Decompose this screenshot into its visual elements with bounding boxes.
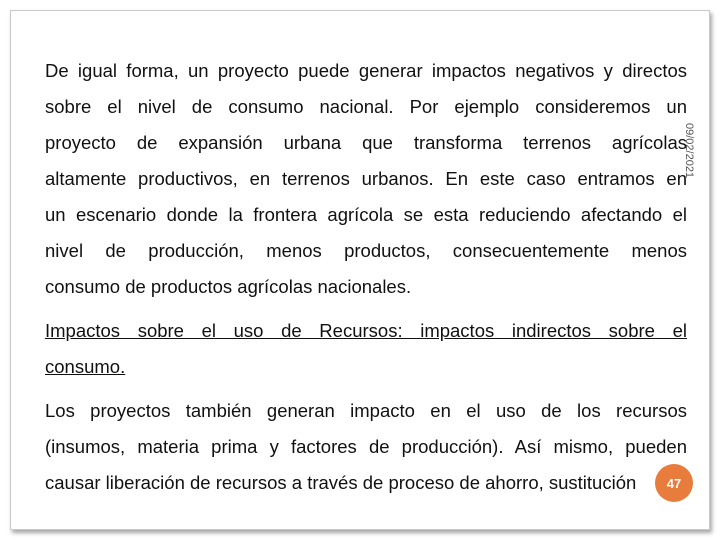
page-number-badge: 47 [655,464,693,502]
paragraph-1 [45,53,687,305]
slide-content [45,53,687,501]
paragraph-line: un escenario donde la frontera agrícola se esta reduciendo afectando el [45,204,687,225]
paragraph-line: nivel de producción, menos productos, consecuentemente menos [45,240,687,261]
slide-date: 09/02/2021 [683,123,695,179]
paragraph-2 [45,393,687,501]
slide-frame [10,10,710,530]
paragraph-line: proyecto de expansión urbana que transforma terrenos agrícolas [45,132,687,153]
paragraph-line: sobre el nivel de consumo nacional. Por ejemplo consideremos un [45,96,687,117]
heading-line: Impactos sobre el uso de Recursos: impactos indirectos sobre el [45,320,687,341]
paragraph-line: Los proyectos también generan impacto en el uso de los recursos [45,400,687,421]
paragraph-line: causar liberación de recursos a través de proceso de ahorro, sustitución [45,472,637,493]
heading-line: consumo. [45,356,126,377]
paragraph-line: De igual forma, un proyecto puede generar impactos negativos y directos [45,60,687,81]
paragraph-line: (insumos, materia prima y factores de producción). Así mismo, pueden [45,436,687,457]
section-heading [45,313,687,385]
paragraph-line: altamente productivos, en terrenos urbanos. En este caso entramos en [45,168,687,189]
paragraph-line: consumo de productos agrícolas nacionales. [45,276,412,297]
